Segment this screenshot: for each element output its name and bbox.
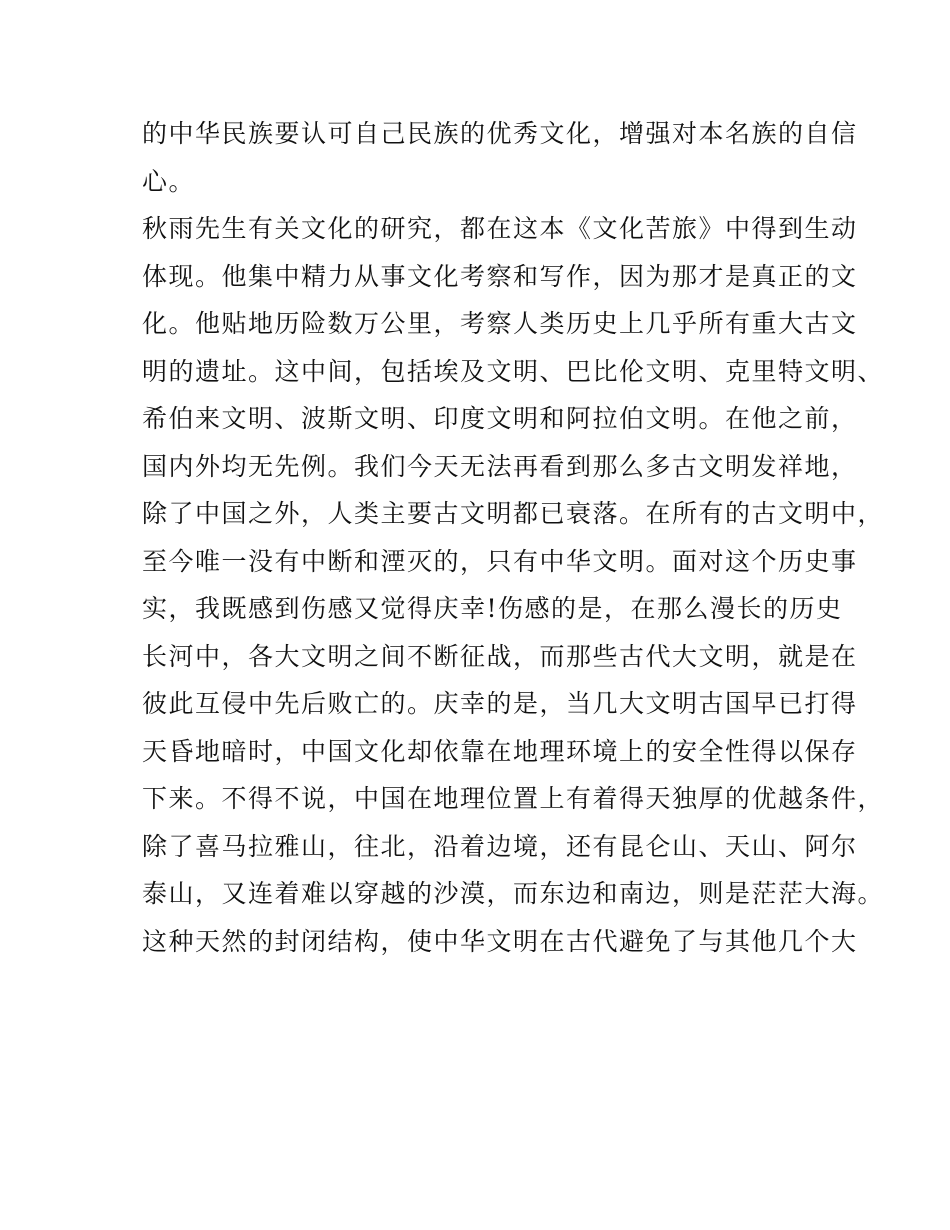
text-line: 这种天然的封闭结构，使中华文明在古代避免了与其他几个大 <box>142 926 858 956</box>
text-line: 至今唯一没有中断和湮灭的，只有中华文明。面对这个历史事 <box>142 546 858 576</box>
text-line: 下来。不得不说，中国在地理位置上有着得天独厚的优越条件， <box>142 784 885 813</box>
text-line: 秋雨先生有关文化的研究，都在这本《文化苦旅》中得到生动 <box>142 214 858 243</box>
text-line: 明的遗址。这中间，包括埃及文明、巴比伦文明、克里特文明、 <box>142 356 885 386</box>
text-line: 除了喜马拉雅山，往北，沿着边境，还有昆仑山、天山、阿尔 <box>142 831 858 861</box>
text-line: 实，我既感到伤感又觉得庆幸!伤感的是，在那么漫长的历史 <box>142 594 843 623</box>
text-line: 长河中，各大文明之间不断征战，而那些古代大文明，就是在 <box>142 641 858 671</box>
text-line: 泰山，又连着难以穿越的沙漠，而东边和南边，则是茫茫大海。 <box>142 879 885 908</box>
text-line: 希伯来文明、波斯文明、印度文明和阿拉伯文明。在他之前， <box>142 404 858 433</box>
text-line: 彼此互侵中先后败亡的。庆幸的是，当几大文明古国早已打得 <box>142 689 858 718</box>
body-text <box>142 110 885 965</box>
text-line: 天昏地暗时，中国文化却依靠在地理环境上的安全性得以保存 <box>142 736 858 766</box>
text-line: 化。他贴地历险数万公里，考察人类历史上几乎所有重大古文 <box>142 309 858 338</box>
text-line: 国内外均无先例。我们今天无法再看到那么多古文明发祥地， <box>142 451 858 481</box>
text-line: 除了中国之外，人类主要古文明都已衰落。在所有的古文明中， <box>142 499 885 528</box>
text-line: 心。 <box>142 166 196 196</box>
text-line: 的中华民族要认可自己民族的优秀文化，增强对本名族的自信 <box>142 119 858 148</box>
text-line: 体现。他集中精力从事文化考察和写作，因为那才是真正的文 <box>142 261 858 291</box>
